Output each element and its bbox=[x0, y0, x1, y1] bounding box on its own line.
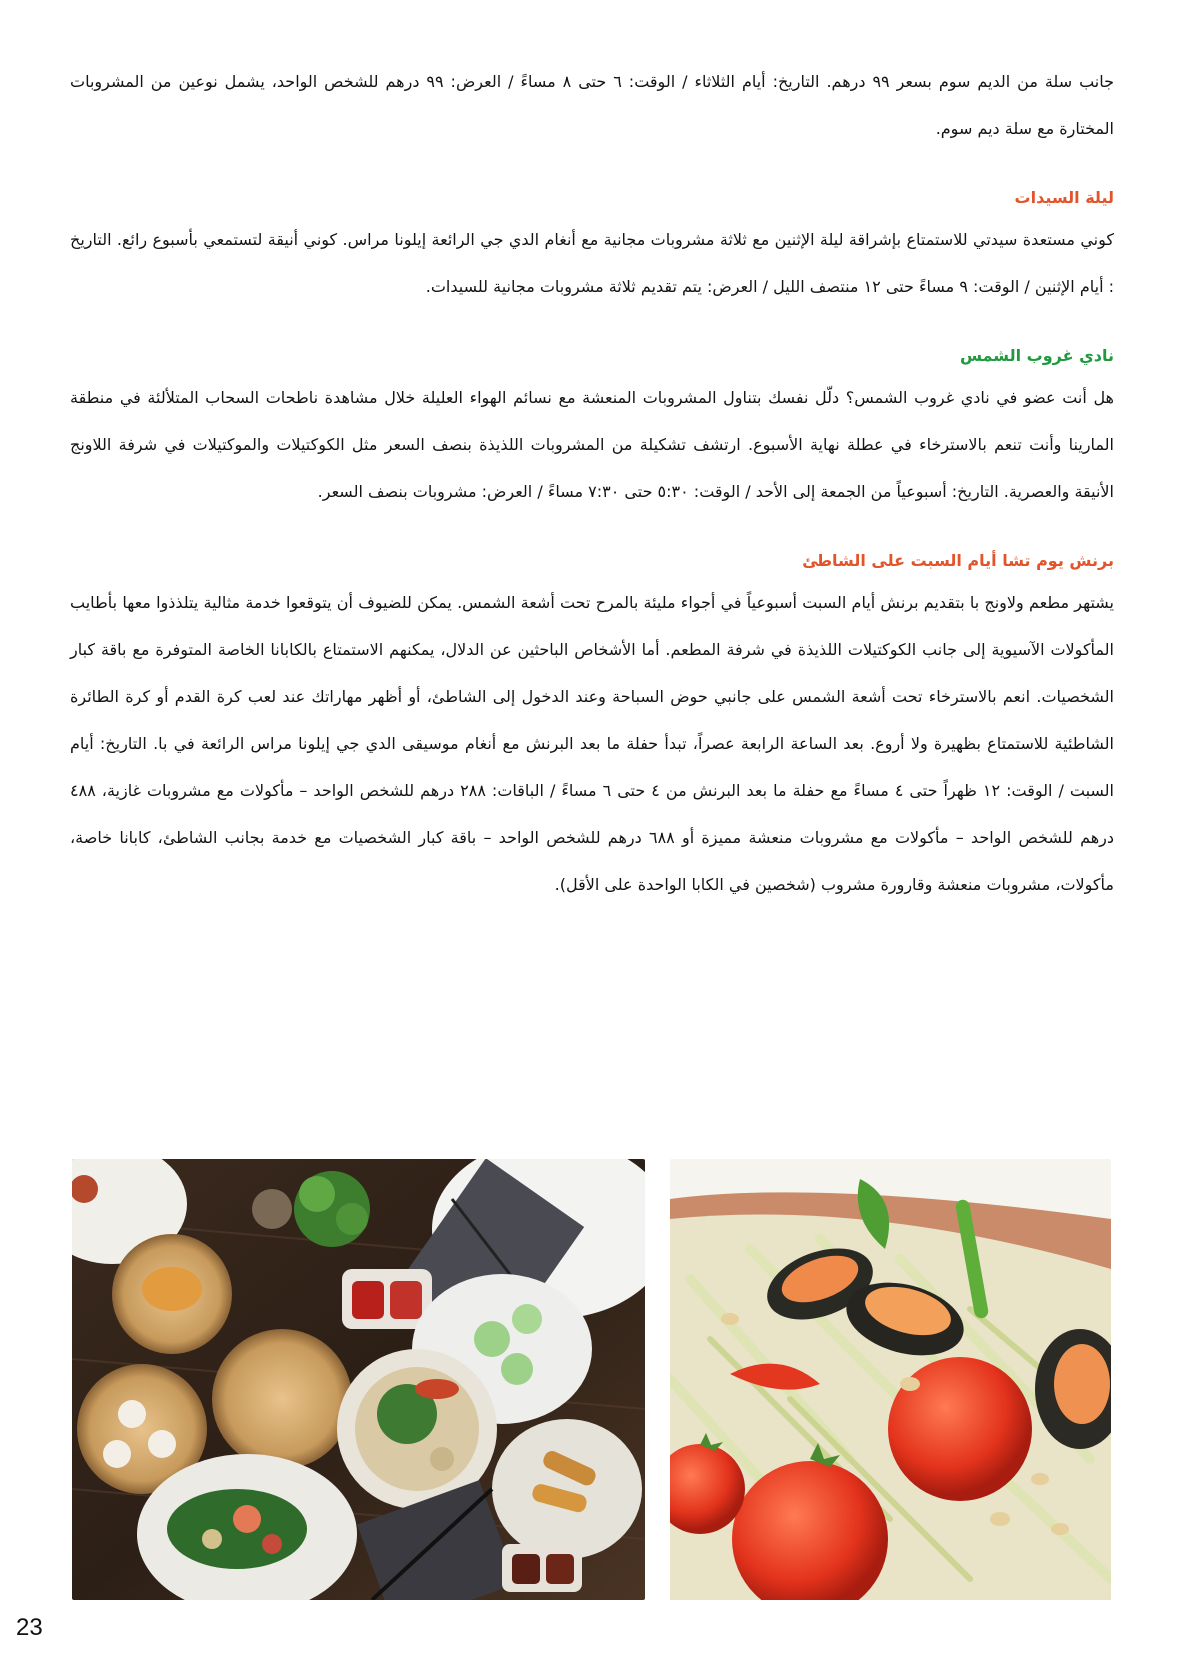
section-ladies-night bbox=[70, 184, 1114, 310]
section-sunset-club bbox=[70, 342, 1114, 515]
page-number: 23 bbox=[16, 1614, 43, 1641]
section-body: يشتهر مطعم ولاونج با بتقديم برنش أيام السبت أسبوعياً في أجواء مليئة بالمرح تحت أشعة الشمس. يمكن للضيوف أن يتوقعوا خدمة مثالية يتلذذوا معها بأطايب المأكولات الآسيوية إلى جانب الكوكتيلات اللذيذة في شرفة المطعم. أما الأشخاص الباحثين عن الدلال، يمكنهم الاستمتاع بالكابانا الخاصة المتوفرة مع باقة كبار الشخصيات. انعم بالاسترخاء تحت أشعة الشمس على جانبي حوض السباحة وعند الدخول إلى الشاطئ، أو أظهر مهاراتك عند لعب كرة القدم أو كرة الطائرة الشاطئية للاستمتاع بظهيرة ولا أروع. بعد الساعة الرابعة عصراً، تبدأ حفلة ما بعد البرنش مع أنغام موسيقى الدي جي إيلونا مراس الرائعة في با. التاريخ: أيام السبت / الوقت: ١٢ ظهراً حتى ٤ مساءً مع حفلة ما بعد البرنش من ٤ حتى ٦ مساءً / الباقات: ٢٨٨ درهم للشخص الواحد – مأكولات مع مشروبات غازية، ٤٨٨ درهم للشخص الواحد – مأكولات مع مشروبات منعشة مميزة أو ٦٨٨ درهم للشخص الواحد – باقة كبار الشخصيات مع خدمة بجانب الشاطئ، كابانا خاصة، مأكولات، مشروبات منعشة وقارورة مشروب (شخصين في الكابا الواحدة على الأقل). bbox=[70, 593, 1115, 894]
section-heading: برنش يوم تشا أيام السبت على الشاطئ bbox=[802, 551, 1114, 570]
section-heading: نادي غروب الشمس bbox=[959, 346, 1114, 365]
section-intro bbox=[70, 58, 1114, 152]
section-heading: ليلة السيدات bbox=[1014, 188, 1114, 207]
section-body: هل أنت عضو في نادي غروب الشمس؟ دلّل نفسك بتناول المشروبات المنعشة مع نسائم الهواء العليلة خلال مشاهدة ناطحات السحاب المتلألئة في منطقة المارينا وأنت تنعم بالاسترخاء في عطلة نهاية الأسبوع. ارتشف تشكيلة من المشروبات اللذيذة بنصف السعر مثل الكوكتيلات والموكتيلات في شرفة اللاونج الأنيقة والعصرية. التاريخ: أسبوعياً من الجمعة إلى الأحد / الوقت: ٥:٣٠ حتى ٧:٣٠ مساءً / العرض: مشروبات بنصف السعر. bbox=[70, 388, 1114, 501]
section-saturday-brunch bbox=[70, 547, 1114, 908]
article-body bbox=[70, 58, 1114, 908]
section-body: جانب سلة من الديم سوم بسعر ٩٩ درهم. التاريخ: أيام الثلاثاء / الوقت: ٦ حتى ٨ مساءً / العرض: ٩٩ درهم للشخص الواحد، يشمل نوعين من المشروبات المختارة مع سلة ديم سوم. bbox=[70, 72, 1115, 138]
section-body: كوني مستعدة سيدتي للاستمتاع بإشراقة ليلة الإثنين مع ثلاثة مشروبات مجانية مع أنغام الدي جي الرائعة إيلونا مراس. كوني أنيقة لتستمعي بأسبوع رائع. التاريخ : أيام الإثنين / الوقت: ٩ مساءً حتى ١٢ منتصف الليل / العرض: يتم تقديم ثلاثة مشروبات مجانية للسيدات. bbox=[70, 230, 1114, 296]
seafood-salad-photo bbox=[670, 1159, 1111, 1600]
dim-sum-table-photo bbox=[72, 1159, 645, 1600]
